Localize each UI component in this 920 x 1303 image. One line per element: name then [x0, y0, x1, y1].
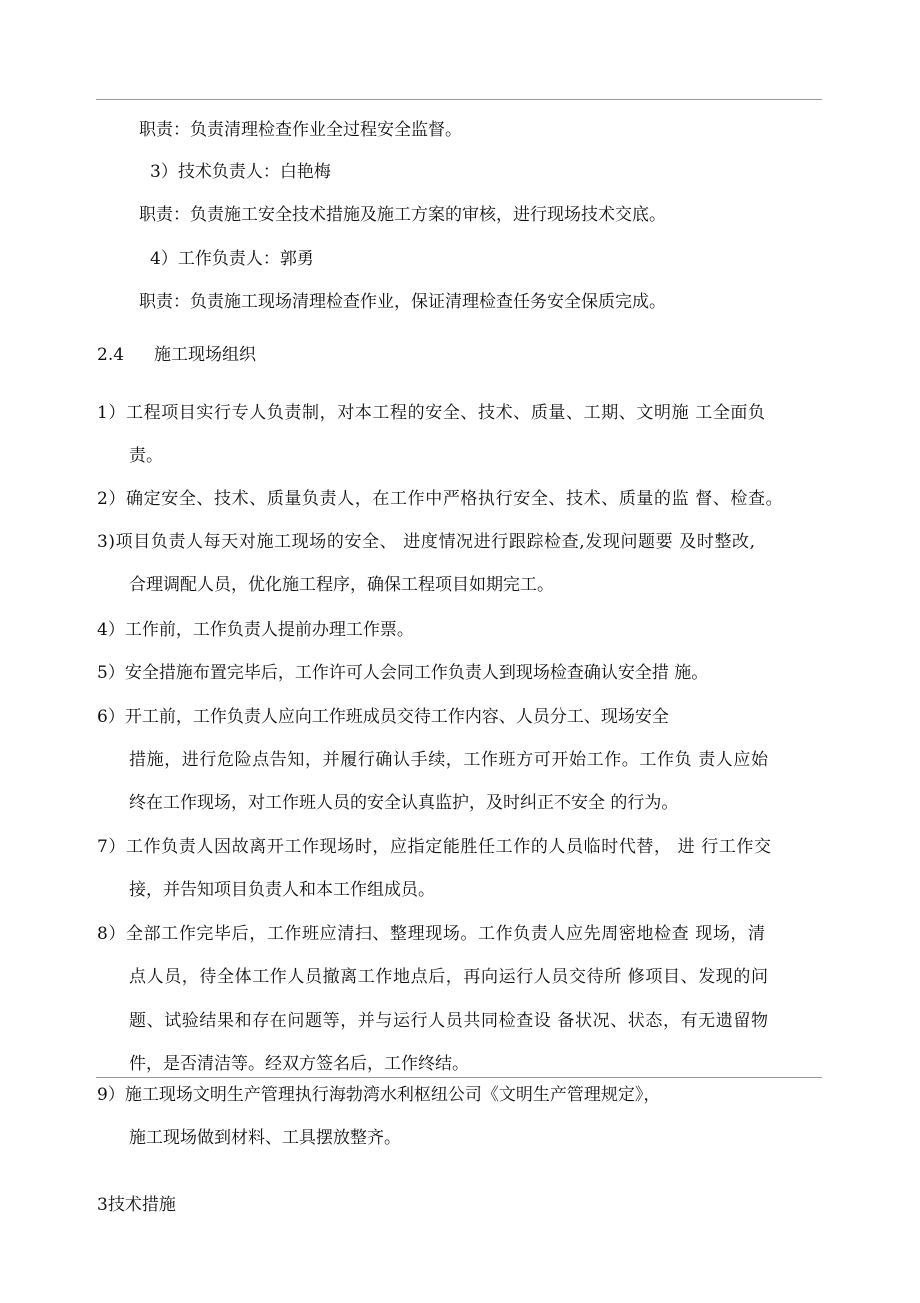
text-line: 施工现场做到材料、工具摆放整齐。 — [129, 1128, 401, 1148]
list-item: 3)项目负责人每天对施工现场的安全、 进度情况进行跟踪检查,发现问题要 及时整改, — [97, 532, 756, 552]
list-item: 2）确定安全、技术、质量负责人，在工作中严格执行安全、技术、质量的监 督、检查。 — [97, 489, 784, 509]
text-line: 4）工作负责人：郭勇 — [150, 249, 314, 269]
section-number: 2.4 — [97, 345, 125, 365]
section-heading: 3技术措施 — [97, 1195, 176, 1215]
text-line: 终在工作现场，对工作班人员的安全认真监护，及时纠正不安全 的行为。 — [129, 793, 679, 813]
text-line: 3）技术负责人：白艳梅 — [150, 162, 331, 182]
text-line: 职责：负责施工现场清理检查作业，保证清理检查任务安全保质完成。 — [139, 292, 666, 312]
list-item: 8）全部工作完毕后，工作班应清扫、整理现场。工作负责人应先周密地检查 现场，清 — [97, 924, 766, 944]
text-line: 接，并告知项目负责人和本工作组成员。 — [129, 880, 435, 900]
text-line: 职责：负责清理检查作业全过程安全监督。 — [139, 120, 462, 140]
list-item: 9）施工现场文明生产管理执行海勃湾水利枢纽公司《文明生产管理规定》， — [97, 1085, 661, 1105]
list-item: 6）开工前，工作负责人应向工作班成员交待工作内容、人员分工、现场安全 — [97, 707, 669, 727]
divider-rule — [96, 1077, 822, 1078]
text-line: 职责：负责施工安全技术措施及施工方案的审核，进行现场技术交底。 — [139, 205, 666, 225]
list-item: 4）工作前，工作负责人提前办理工作票。 — [97, 620, 414, 640]
header-rule — [96, 99, 822, 100]
section-title: 施工现场组织 — [154, 345, 256, 365]
text-line: 合理调配人员，优化施工程序，确保工程项目如期完工。 — [129, 575, 554, 595]
text-line: 题、试验结果和存在问题等，并与运行人员共同检查设 备状况、状态，有无遗留物 — [129, 1011, 769, 1031]
list-item: 1）工程项目实行专人负责制，对本工程的安全、技术、质量、工期、文明施 工全面负 — [97, 403, 766, 423]
text-line: 措施，进行危险点告知，并履行确认手续，工作班方可开始工作。工作负 责人应始 — [129, 750, 769, 770]
text-line: 责。 — [129, 446, 163, 466]
list-item: 7）工作负责人因故离开工作现场时，应指定能胜任工作的人员临时代替， 进 行工作交 — [97, 837, 772, 857]
text-line: 点人员，待全体工作人员撤离工作地点后，再向运行人员交待所 修项目、发现的问 — [129, 967, 769, 987]
text-line: 件，是否清洁等。经双方签名后，工作终结。 — [129, 1054, 469, 1074]
list-item: 5）安全措施布置完毕后，工作许可人会同工作负责人到现场检查确认安全措 施。 — [97, 663, 709, 683]
